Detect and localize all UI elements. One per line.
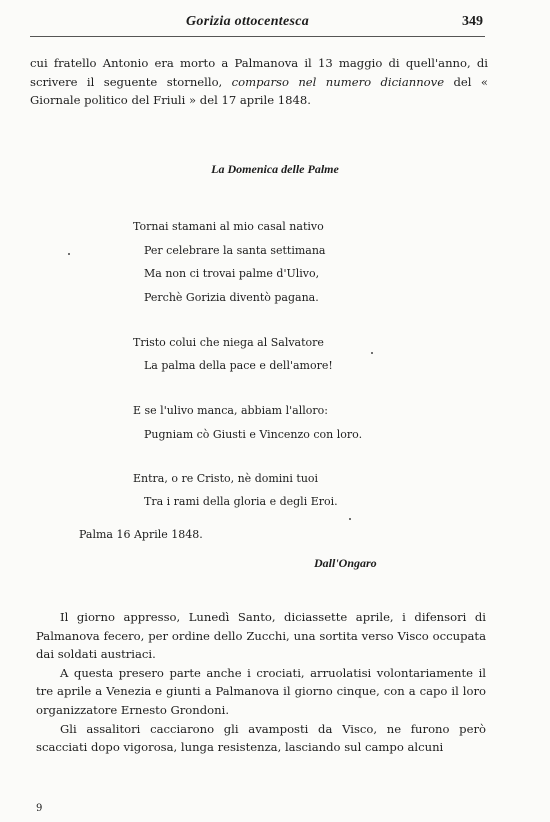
poem-line: Per celebrare la santa settimana (144, 244, 326, 257)
body-paragraph: Il giorno appresso, Lunedì Santo, diciassette aprile, i difensori di Palmanova fecero, per ordine dello Zucchi, una sortita verso Visco occupata dai soldati austriaci. (36, 610, 486, 662)
poem-line: Entra, o re Cristo, nè domini tuoi (133, 472, 319, 485)
poem-line: Ma non ci trovai palme d'Ulivo, (144, 267, 320, 280)
poem-line: Tristo colui che niega al Salvatore (133, 336, 324, 349)
running-title: Gorizia ottocentesca (186, 14, 310, 29)
print-speck (349, 518, 351, 520)
poem-line: Pugniam cò Giusti e Vincenzo con loro. (144, 428, 363, 441)
intro-text-start: cui fratello Antonio era morto a Palmanova il 13 maggio di quell'anno, di scrivere il seguente stornello, (30, 56, 488, 89)
page-number: 349 (462, 14, 483, 29)
footer-mark: 9 (36, 803, 43, 814)
poem-line: La palma della pace e dell'amore! (144, 359, 333, 372)
poem-title: La Domenica delle Palme (211, 162, 339, 176)
print-speck (68, 253, 70, 255)
print-speck (371, 352, 373, 354)
poem-line: Perchè Gorizia diventò pagana. (144, 291, 319, 304)
dateline: Palma 16 Aprile 1848. (79, 528, 203, 541)
poem-line: E se l'ulivo manca, abbiam l'alloro: (133, 404, 328, 417)
intro-text-italic: comparso nel numero diciannove (231, 74, 445, 89)
header-rule (30, 36, 485, 37)
body-text (36, 608, 486, 757)
poem-line: Tornai stamani al mio casal nativo (133, 220, 324, 233)
intro-paragraph (30, 54, 488, 110)
body-paragraph: A questa presero parte anche i crociati, arruolatisi volontariamente il tre aprile a Venezia e giunti a Palmanova il giorno cinque, con a capo il loro organizzatore Ernesto Grondoni. (36, 665, 486, 717)
poem-line: Tra i rami della gloria e degli Eroi. (144, 495, 338, 508)
intro-text-end: del « Giornale politico del Friuli » del 17 aprile 1848. (30, 74, 488, 107)
body-paragraph: Gli assalitori cacciarono gli avamposti da Visco, ne furono però scacciati dopo vigorosa, lunga resistenza, lasciando sul campo alcuni (36, 721, 486, 755)
signature: Dall'Ongaro (314, 556, 377, 570)
